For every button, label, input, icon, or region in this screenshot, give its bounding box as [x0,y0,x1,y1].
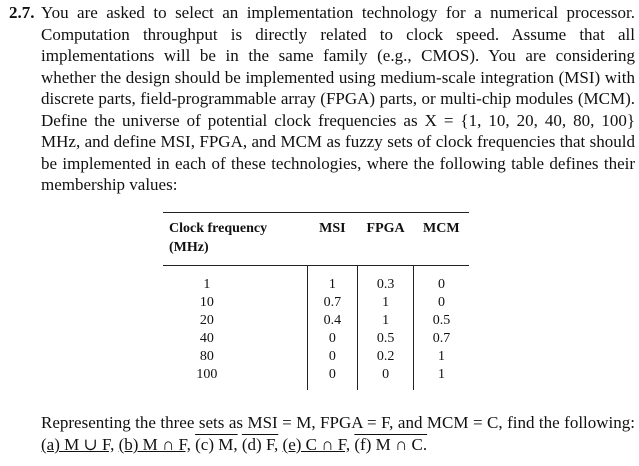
table-cell: 0.5 [358,330,414,348]
table-header-row [163,213,469,266]
table-cell: 1 [438,367,446,382]
table-row [163,266,469,295]
header-clock-frequency: Clock frequency (MHz) [169,221,268,255]
table-row [163,294,469,312]
membership-table [163,212,469,390]
table-cell: 0.7 [307,294,357,312]
table-cell: 0.2 [358,348,414,366]
item-a: (a) M ∪ F, [41,435,115,454]
table-cell: 100 [196,367,218,382]
table-cell: 0.4 [307,312,357,330]
item-f: (f) M ∩ C. [354,435,428,454]
table-row [163,348,469,366]
item-e: (e) C ∩ F, [282,435,351,454]
table-cell: 0 [438,277,446,292]
table-cell: 0.3 [358,266,414,295]
header-msi: MSI [319,221,346,236]
item-d: (d) F, [241,435,279,454]
table-cell: 40 [199,331,214,346]
problem-number: 2.7. [9,3,35,22]
table-cell: 1 [358,312,414,330]
closing-intro: Representing the three sets as MSI = M, FPGA = F, and MCM = C, find the following: [41,413,635,432]
header-fpga: FPGA [366,221,405,236]
table-cell: 0.5 [432,313,451,328]
table-cell: 1 [358,294,414,312]
table-cell: 1 [438,349,446,364]
problem-paragraph: You are asked to select an implementation technology for a numerical processor. Computation throughput is directly related to clock speed. Assume that all implementations will be in the same family (e.g., CMOS). You are considering whether the design should be implemented using medium-scale integration (MSI) with discrete parts, field-programmable array (FPGA) parts, or multi-chip modules (MCM). Define the universe of potential clock frequencies as X = {1, 10, 20, 40, 80, 100} MHz, and define MSI, FPGA, and MCM as fuzzy sets of clock frequencies that should be implemented in each of these technologies, where the following table defines their membership values: [41,3,635,194]
closing-paragraph [41,412,635,456]
item-b: (b) M ∩ F, [118,435,191,454]
table-cell: 80 [199,349,214,364]
table-cell: 0 [438,295,446,310]
table-cell: 1 [307,266,357,295]
item-c: (c) M, [195,435,238,454]
table-cell: 1 [203,277,211,292]
table-cell: 10 [199,295,214,310]
table-cell: 20 [199,313,214,328]
table-cell: 0 [307,348,357,366]
table-cell: 0 [307,330,357,348]
table-cell: 0.7 [432,331,451,346]
table-row [163,330,469,348]
problem-block [9,2,635,196]
table-cell: 0 [358,366,414,390]
header-mcm: MCM [423,221,460,236]
table-row [163,366,469,390]
table-cell: 0 [307,366,357,390]
table-row [163,312,469,330]
